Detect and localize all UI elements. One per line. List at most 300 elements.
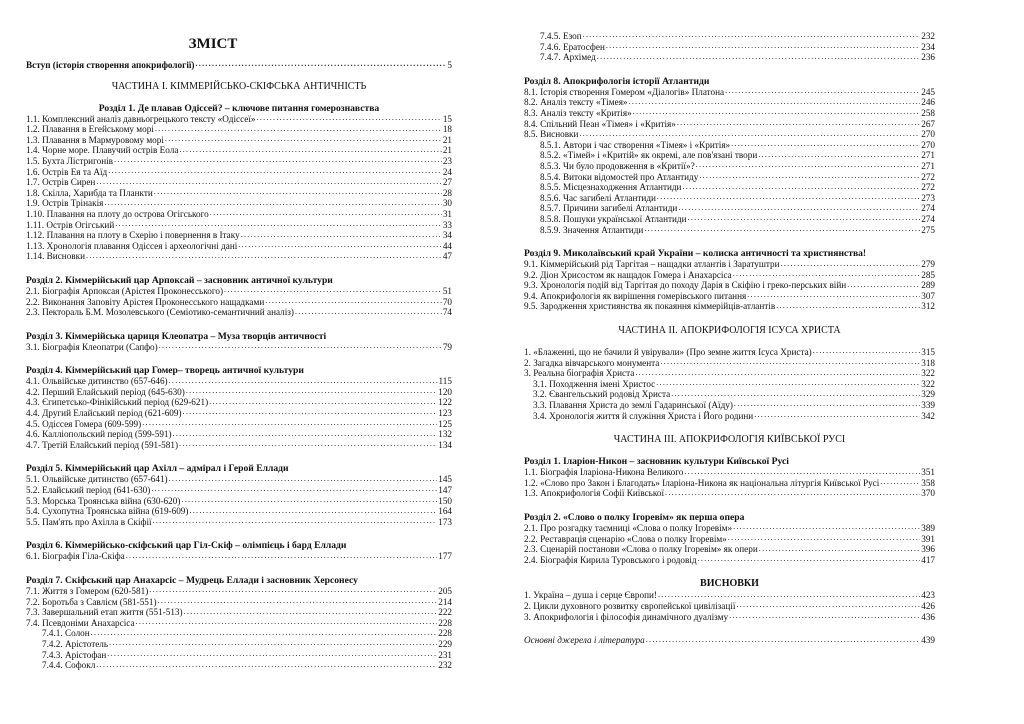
toc-entry[interactable] (524, 400, 935, 411)
entry-page: 74 (442, 307, 452, 318)
toc-entry-list (26, 586, 452, 628)
leader-dots (682, 182, 920, 190)
leader-dots (725, 87, 920, 95)
leader-dots (880, 478, 920, 486)
entry-page: 229 (438, 638, 452, 649)
entry-page: 28 (442, 187, 452, 198)
toc-entry[interactable] (524, 347, 935, 358)
entry-page: 391 (921, 533, 935, 544)
entry-label: 9.5. Зародження християнства як покаяння кіммерійців-атлантів (524, 301, 776, 312)
entry-page: 173 (438, 516, 452, 527)
toc-entry[interactable] (26, 387, 452, 398)
entry-page: 439 (921, 635, 935, 646)
leader-dots (155, 124, 442, 132)
entry-label: 7.4.6. Ератосфен (540, 41, 605, 52)
part-heading-2: ЧАСТИНА ІІ. АПОКРИФОЛОГІЯ ІСУСА ХРИСТА (618, 325, 841, 337)
entry-label: 1.2. Плавання в Егейському морі (26, 124, 154, 135)
leader-dots (183, 408, 438, 416)
toc-entry[interactable] (524, 31, 935, 42)
entry-page: 21 (442, 134, 452, 145)
entry-page: 231 (438, 649, 452, 660)
leader-dots (142, 419, 437, 427)
leader-dots (265, 297, 442, 305)
toc-entry[interactable] (26, 188, 452, 199)
entry-label: 8.5.3. Чи було продовження в «Критії»? (540, 160, 695, 171)
entry-label: 8.1. Історія створення Гомером «Діалогів» Платона (524, 86, 725, 97)
leader-dots (96, 177, 441, 185)
toc-entry[interactable] (26, 419, 452, 430)
leader-dots (209, 397, 437, 405)
toc-entry[interactable] (26, 506, 452, 517)
entry-page: 315 (921, 347, 935, 358)
toc-entry[interactable] (26, 198, 452, 209)
entry-page: 177 (438, 551, 452, 562)
toc-entry-list (26, 114, 452, 262)
toc-entry[interactable] (524, 601, 935, 612)
toc-entry[interactable] (26, 607, 452, 618)
entry-page: 322 (921, 368, 935, 379)
leader-dots (86, 251, 442, 259)
entry-label: 2.1. Біографія Арпоксая (Арістея Проконесського) (26, 285, 224, 296)
toc-entry[interactable] (524, 291, 935, 302)
toc-entry[interactable] (26, 639, 452, 650)
toc-entry[interactable] (26, 650, 452, 661)
entry-page: 23 (442, 155, 452, 166)
leader-dots (677, 119, 920, 127)
toc-entry[interactable] (26, 440, 452, 451)
leader-dots (606, 42, 920, 50)
toc-entry[interactable] (524, 225, 935, 236)
entry-page: 289 (921, 280, 935, 291)
toc-entry[interactable] (524, 140, 935, 151)
entry-label: 8.5.1. Автори і час створення «Тімея» і «Критія» (540, 139, 731, 150)
entry-label: 8.5.8. Пошуки української Атлантиди (540, 213, 687, 224)
part-heading-3: ЧАСТИНА ІІІ. АПОКРИФОЛОГІЯ КИЇВСЬКОЇ РУСІ (613, 434, 846, 446)
toc-entry[interactable] (26, 220, 452, 231)
leader-dots (665, 488, 920, 496)
toc-entry[interactable] (524, 259, 935, 270)
toc-entry-list (524, 467, 935, 499)
leader-dots (813, 347, 920, 355)
toc-entry[interactable] (524, 182, 935, 193)
toc-entry[interactable] (26, 241, 452, 252)
entry-page: 270 (921, 129, 935, 140)
leader-dots (114, 156, 442, 164)
toc-entry[interactable] (26, 135, 452, 146)
entry-page: 18 (442, 124, 452, 135)
chapter-heading: Розділ 9. Миколаївський край України – колиска античності та християнства! (524, 248, 867, 260)
entry-label: 8.5.9. Значення Атлантиди (540, 224, 644, 235)
leader-dots (776, 301, 920, 309)
entry-page: 423 (921, 590, 935, 601)
toc-entry[interactable] (26, 496, 452, 507)
entry-page: 30 (442, 198, 452, 209)
entry-label: 7.2. Боротьба з Савлієм (581-551) (26, 596, 157, 607)
entry-label: 8.5.6. Час загибелі Атлантиди (540, 192, 656, 203)
leader-dots (583, 31, 921, 39)
entry-label: 4.3. Єгипетсько-Фінікійський період (629-621) (26, 397, 209, 408)
entry-label: 7.4.4. Софокл (42, 660, 96, 671)
entry-page: 436 (921, 611, 935, 622)
leader-dots (698, 555, 921, 563)
toc-entry-list (524, 140, 935, 235)
entry-label: 4.6. Калліопольский період (599-591) (26, 429, 172, 440)
leader-dots (656, 379, 920, 387)
entry-label: 8.3. Аналіз тексту «Критія» (524, 107, 632, 118)
chapter-heading: Розділ 1. Іларіон-Никон – засновник культури Київської Русі (524, 456, 789, 468)
toc-entry[interactable] (26, 297, 452, 308)
entry-page: 228 (438, 628, 452, 639)
toc-entry[interactable] (524, 523, 935, 534)
toc-entry[interactable] (26, 517, 452, 528)
leader-dots (126, 551, 437, 559)
entry-label: 1.3. Апокрифологія Софії Київської (524, 488, 665, 499)
entry-label: 7.4.7. Архімед (540, 52, 596, 63)
entry-label: 3.2. Євангельський родовід Христа (533, 389, 671, 400)
toc-entry-list (26, 551, 452, 562)
entry-label: 1.11. Острів Огігський (26, 219, 115, 230)
entry-page: 122 (438, 397, 452, 408)
entry-label: 1.12. Плавання на плоту в Схерію і повернення в Ітаку (26, 230, 240, 241)
leader-dots (151, 485, 437, 493)
toc-entry[interactable] (524, 193, 935, 204)
right-page (512, 0, 1024, 724)
toc-entry-list (524, 31, 935, 63)
toc-entry[interactable] (524, 478, 935, 489)
toc-entry[interactable] (524, 555, 935, 566)
entry-page: 426 (921, 600, 935, 611)
entry-page: 312 (921, 301, 935, 312)
chapter-heading: Розділ 1. Де плавав Одіссей? – ключове питання гомерознавства (98, 102, 380, 114)
entry-label: 7.3. Завершальний етап життя (551-513) (26, 607, 183, 618)
part-heading-1: ЧАСТИНА І. КІММЕРІЙСЬКО-СКІФСЬКА АНТИЧНІСТЬ (111, 80, 367, 92)
entry-label: 7.4.2. Арістотель (42, 638, 109, 649)
toc-entry[interactable] (524, 488, 935, 499)
entry-page: 285 (921, 269, 935, 280)
toc-entry[interactable] (26, 618, 452, 629)
entry-label: 7.1. Життя з Гомером (620-581) (26, 586, 149, 596)
entry-page: 307 (921, 290, 935, 301)
leader-dots (173, 429, 438, 437)
toc-entry[interactable] (524, 214, 935, 225)
toc-entry[interactable] (26, 342, 452, 353)
leader-dots (734, 400, 920, 408)
entry-page: 389 (921, 523, 935, 533)
chapter-heading: Розділ 2. Кіммерійський цар Арпоксай – засновник античної культури (26, 274, 333, 286)
toc-entry[interactable] (524, 379, 935, 390)
entry-page: 275 (921, 224, 935, 235)
entry-label: 1.8. Скілла, Харибда та Планкти (26, 187, 153, 198)
conclusions-heading: ВИСНОВКИ (700, 578, 759, 590)
entry-label: 8.2. Аналіз тексту «Тімея» (524, 97, 628, 108)
entry-page: 120 (438, 386, 452, 397)
toc-entry-list (26, 286, 452, 318)
leader-dots (108, 167, 442, 175)
entry-page: 115 (438, 376, 452, 387)
entry-page: 279 (921, 259, 935, 270)
toc-entry[interactable] (524, 301, 935, 312)
toc-entry[interactable] (524, 389, 935, 400)
entry-page: 44 (442, 240, 452, 251)
leader-dots (847, 280, 920, 288)
toc-entry[interactable] (26, 485, 452, 496)
toc-entry[interactable] (524, 612, 935, 623)
entry-page: 272 (921, 182, 935, 193)
toc-entry-intro[interactable] (26, 60, 452, 71)
toc-entry[interactable] (524, 203, 935, 214)
leader-dots (158, 597, 438, 605)
entry-label: 5.1. Ольвійське дитинство (657-641) (26, 474, 168, 485)
entry-page: 245 (921, 86, 935, 97)
entry-page: 271 (921, 160, 935, 171)
entry-label: 9.2. Діон Хрисостом як нащадок Гомера і Анахарсіса (524, 269, 732, 280)
entry-label: 4.5. Одіссея Гомера (609-599) (26, 418, 142, 429)
entry-label: 8.5.2. «Тімей» і «Критій» як окремі, але пов'язані твори (540, 150, 758, 161)
leader-dots (186, 387, 437, 395)
leader-dots (224, 286, 442, 294)
leader-dots (241, 230, 442, 238)
entry-page: 342 (921, 410, 935, 421)
entry-page: 228 (438, 617, 452, 628)
leader-dots (644, 225, 920, 233)
entry-label: 3.1. Біографія Клеопатри (Сапфо) (26, 341, 158, 352)
entry-page: 318 (921, 357, 935, 368)
toc-entry-list (26, 474, 452, 527)
entry-label: 2.1. Про розгадку таємниці «Слова о полку Ігоревім» (524, 523, 733, 533)
entry-page: 417 (921, 554, 935, 565)
entry-label: 1.1. Біографія Іларіона-Никона Великого (524, 467, 684, 478)
entry-label: 2.2. Виконання Заповіту Арістея Проконесського нащадками (26, 296, 265, 307)
toc-entry[interactable] (26, 307, 452, 318)
entry-label: 1.4. Чорне море. Плавучий острів Еола (26, 145, 179, 156)
leader-dots (153, 517, 438, 525)
toc-entry[interactable] (26, 124, 452, 135)
toc-entry-list (524, 590, 935, 622)
toc-entry[interactable] (524, 97, 935, 108)
toc-entry[interactable] (524, 108, 935, 119)
toc-entry-list (26, 342, 452, 353)
leader-dots (210, 209, 442, 217)
toc-entry[interactable] (524, 119, 935, 130)
toc-entry[interactable] (524, 52, 935, 63)
entry-label: 7.4. Псевдоніми Анахарсіса (26, 617, 135, 628)
leader-dots (781, 259, 921, 267)
toc-entry[interactable] (26, 251, 452, 262)
entry-page: 222 (438, 607, 452, 618)
entry-page: 267 (921, 118, 935, 129)
leader-dots (629, 97, 921, 105)
entry-page: 370 (921, 488, 935, 499)
leader-dots (758, 150, 920, 158)
leader-dots (149, 586, 437, 594)
entry-page: 34 (442, 230, 452, 241)
leader-dots (96, 660, 437, 668)
entry-label: 8.5.5. Місцезнаходження Атлантиди (540, 182, 682, 193)
entry-page: 205 (438, 586, 452, 596)
chapter-heading: Розділ 3. Кіммерійська цариця Клеопатра – Муза творців античності (26, 330, 327, 342)
entry-label: 1.14. Висновки (26, 251, 86, 262)
entry-page: 236 (921, 52, 935, 63)
toc-entry-list (524, 259, 935, 312)
entry-label: 2.2. Реставрація сценарію «Слова о полку Ігоревім» (524, 533, 727, 544)
leader-dots (728, 534, 920, 542)
leader-dots (154, 188, 442, 196)
toc-entry[interactable] (26, 286, 452, 297)
chapter-heading: Розділ 7. Скіфський цар Анахарсіс – Мудрець Еллади і засновник Херсонесу (26, 575, 358, 586)
entry-label: 1. «Блаженні, що не бачили й увірували» (Про земне життя Ісуса Христа) (524, 347, 812, 358)
toc-entry[interactable] (26, 474, 452, 485)
toc-entry[interactable] (524, 534, 935, 545)
entry-page: 21 (442, 145, 452, 156)
entry-label: 1.13. Хронологія плавання Одіссея і археологічні дані (26, 240, 238, 251)
leader-dots (181, 496, 437, 504)
toc-entry[interactable] (26, 660, 452, 671)
entry-page: 272 (921, 171, 935, 182)
entry-page: 27 (442, 177, 452, 188)
entry-label: Основні джерела і література (524, 635, 645, 646)
entry-label: 4.4. Другий Елайський період (621-609) (26, 408, 182, 419)
leader-dots (633, 108, 921, 116)
toc-entry[interactable] (26, 209, 452, 220)
toc-entry[interactable] (524, 161, 935, 172)
entry-label: 1.7. Острів Сирен (26, 177, 96, 188)
leader-dots (179, 440, 437, 448)
entry-page: 246 (921, 97, 935, 108)
entry-page: 234 (921, 41, 935, 52)
leader-dots (104, 198, 441, 206)
leader-dots (731, 140, 920, 148)
leader-dots (179, 145, 441, 153)
leader-dots (195, 60, 446, 68)
entry-label: 7.4.3. Арістофан (42, 649, 107, 660)
entry-label: 1.5. Бухта Лістригонів (26, 155, 114, 166)
entry-label: 2.3. Сценарій постанови «Слова о полку Ігоревім» як опери (524, 544, 758, 555)
entry-label: 4.7. Третій Елайський період (591-581) (26, 439, 179, 450)
toc-entry[interactable] (524, 270, 935, 281)
toc-entry[interactable] (26, 586, 452, 597)
toc-entry[interactable] (26, 376, 452, 387)
toc-entry[interactable] (524, 150, 935, 161)
entry-page: 232 (921, 31, 935, 41)
toc-entry[interactable] (524, 590, 935, 601)
toc-entry[interactable] (26, 167, 452, 178)
leader-dots (684, 467, 920, 475)
leader-dots (747, 291, 920, 299)
entry-page: 15 (442, 113, 452, 124)
toc-entry[interactable] (524, 280, 935, 291)
entry-page: 273 (921, 192, 935, 203)
leader-dots (257, 114, 442, 122)
entry-label: 8.4. Спільний Пеан «Тімея» і «Критія» (524, 118, 676, 129)
leader-dots (696, 161, 921, 169)
entry-page: 339 (921, 400, 935, 411)
toc-entry[interactable] (524, 129, 935, 140)
leader-dots (678, 203, 920, 211)
leader-dots (759, 544, 920, 552)
entry-label: 1.3. Плавання в Мармуровому морі (26, 134, 164, 145)
leader-dots (159, 342, 442, 350)
entry-label: 9.4. Апокрифологія як вирішення гомерівського питання (524, 290, 747, 301)
leader-dots (579, 129, 920, 137)
entry-page: 123 (438, 408, 452, 419)
leader-dots (736, 601, 920, 609)
leader-dots (646, 635, 920, 643)
leader-dots (107, 650, 437, 658)
entry-page: 125 (438, 418, 452, 429)
entry-label: 3.1. Походження імені Христос (533, 378, 656, 389)
toc-entry[interactable] (524, 358, 935, 369)
entry-label: 9.3. Хронологія подій від Таргітая до походу Дарія в Скіфію і греко-перських війн (524, 280, 847, 291)
chapter-heading: Розділ 2. «Слово о полку Ігоревім» як перша опера (524, 512, 745, 523)
toc-entry[interactable] (524, 467, 935, 478)
entry-page: 329 (921, 389, 935, 400)
leader-dots (729, 612, 920, 620)
toc-entry[interactable] (26, 597, 452, 608)
toc-entry[interactable] (26, 551, 452, 562)
toc-entry-list (26, 376, 452, 450)
entry-page: 132 (438, 429, 452, 440)
entry-label: 9.1. Кіммерійський рід Таргітая – нащадки атлантів і Заратуштри (524, 259, 780, 270)
toc-entry[interactable] (26, 429, 452, 440)
right-column (524, 31, 935, 646)
entry-label: 8.5. Висновки (524, 129, 579, 140)
entry-label: 5.2. Елайський період (641-630) (26, 485, 151, 496)
leader-dots (733, 523, 920, 531)
leader-dots (658, 590, 920, 598)
toc-entry[interactable] (524, 411, 935, 422)
entry-page: 134 (438, 439, 452, 450)
leader-dots (169, 376, 438, 384)
entry-label: Вступ (історія створення апокрифології) (26, 60, 195, 70)
entry-page: 396 (921, 544, 935, 555)
leader-dots (699, 172, 920, 180)
entry-label: 8.5.7. Причини загибелі Атлантиди (540, 203, 678, 214)
entry-page: 270 (921, 139, 935, 150)
entry-page: 147 (438, 485, 452, 496)
leader-dots (733, 270, 921, 278)
toc-entry[interactable] (26, 177, 452, 188)
entry-label: 7.4.1. Солон (42, 628, 90, 639)
entry-label: 3.4. Хронологія життя й служіння Христа і Його родини (533, 410, 754, 421)
entry-label: 5.3. Морська Троянська війна (630-620) (26, 495, 181, 506)
leader-dots (657, 193, 920, 201)
leader-dots (109, 639, 437, 647)
toc-entry[interactable] (26, 145, 452, 156)
toc-entry[interactable] (26, 230, 452, 241)
toc-entry[interactable] (524, 172, 935, 183)
entry-page: 274 (921, 203, 935, 214)
toc-entry[interactable] (26, 156, 452, 167)
toc-entry[interactable] (26, 408, 452, 419)
left-column (26, 60, 452, 671)
chapter-heading: Розділ 4. Кіммерійський цар Гомер– творець античної культури (26, 365, 304, 377)
leader-dots (91, 628, 438, 636)
leader-dots (165, 135, 442, 143)
toc-entry[interactable] (524, 544, 935, 555)
toc-entry[interactable] (26, 397, 452, 408)
toc-entry[interactable] (524, 368, 935, 379)
entry-page: 150 (438, 495, 452, 506)
toc-entry-sources[interactable] (524, 635, 935, 646)
toc-entry[interactable] (524, 87, 935, 98)
leader-dots (136, 618, 438, 626)
toc-entry[interactable] (524, 42, 935, 53)
toc-entry-list (524, 87, 935, 140)
entry-label: 1.1. Комплексний аналіз давньогрецького тексту «Одіссеї» (26, 113, 256, 124)
leader-dots (754, 411, 920, 419)
toc-entry[interactable] (26, 628, 452, 639)
toc-entry[interactable] (26, 114, 452, 125)
